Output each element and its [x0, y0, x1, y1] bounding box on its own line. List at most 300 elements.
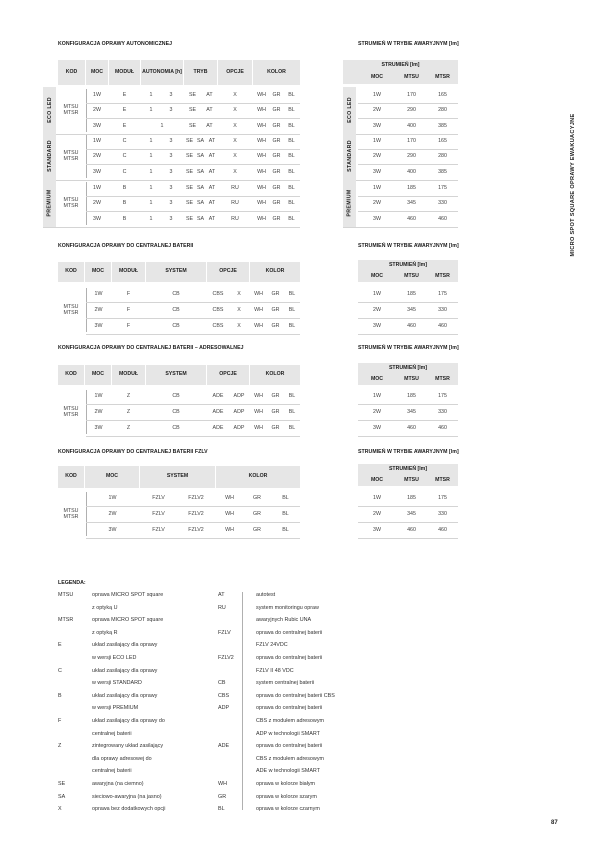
system-cell: CB	[172, 409, 180, 415]
autonomia-cell: 1	[149, 200, 153, 207]
flux-header-moc: MOC	[358, 271, 396, 282]
legend-desc: dla oprawy adresowej do	[92, 755, 152, 762]
kolor-cell: GR	[271, 409, 280, 415]
kod-cell: MTSU MTSR	[63, 104, 79, 117]
system-cell: CB	[172, 323, 180, 329]
flux-cell-mtsr: 460	[438, 527, 447, 533]
moc-cell: 1W	[93, 184, 101, 191]
legend-desc: oprawa w kolorze białym	[256, 781, 316, 787]
flux-cell-moc: 1W	[373, 495, 381, 501]
flux-cell-mtsu: 345	[407, 200, 416, 207]
section-title-fzlv: KONFIGURACJA OPRAWY DO CENTRALNEJ BATERII FZLV	[58, 449, 208, 455]
flux-cell-mtsu: 185	[407, 495, 416, 501]
side-title: MICRO SPOT SQUARE OPRAWY EWAKUACYJNE	[570, 113, 576, 257]
moc-cell: 2W	[94, 409, 103, 415]
row-divider	[358, 538, 458, 539]
row-divider	[86, 436, 300, 437]
kolor-cell: GR	[272, 184, 281, 191]
header-moc: MOC	[86, 60, 108, 85]
moc-cell: 2W	[94, 307, 103, 313]
autonomia-cell: 1	[149, 153, 153, 160]
header-moc: MOC	[85, 262, 111, 282]
flux-cell-mtsr: 175	[438, 184, 447, 191]
legend-desc: sieciowo-awaryjna (na jasno)	[92, 793, 162, 800]
moc-cell: 1W	[93, 91, 101, 98]
moc-cell: 3W	[108, 527, 117, 533]
modul-cell: E	[122, 122, 127, 129]
flux-cell-mtsu: 460	[407, 527, 416, 533]
flux-cell-mtsu: 460	[407, 323, 416, 329]
kolor-cell: WH	[257, 153, 266, 160]
kolor-cell: GR	[271, 307, 280, 313]
header-kod: KOD	[58, 60, 85, 85]
row-divider	[358, 334, 458, 335]
legend-code: BL	[218, 806, 225, 813]
legend-desc: oprawa MICRO SPOT square	[92, 592, 164, 598]
header-tryb: TRYB	[184, 60, 217, 85]
opcje-cell: ADP	[233, 425, 245, 431]
flux-cell-mtsu: 185	[407, 291, 416, 297]
flux-cell-mtsu: 170	[407, 91, 416, 98]
kolor-cell: BL	[282, 527, 289, 533]
moc-cell: 2W	[108, 511, 117, 517]
flux-cell-mtsr: 175	[438, 495, 447, 501]
moc-cell: 3W	[93, 215, 101, 222]
kolor-cell: BL	[288, 215, 295, 222]
flux-cell-moc: 1W	[373, 91, 381, 98]
kod-cell: MTSU MTSR	[63, 197, 79, 210]
modul-cell: E	[122, 91, 127, 98]
legend-desc: układ zasilający dla oprawy	[92, 667, 158, 674]
flux-cell-mtsr: 165	[438, 91, 447, 98]
flux-cell-moc: 3W	[373, 122, 381, 129]
header-moc: MOC	[85, 365, 111, 385]
kod-cell: MTSU MTSR	[63, 508, 79, 520]
tryb-cell: SA	[196, 137, 205, 144]
flux-header-mtsu: MTSU	[396, 72, 427, 84]
kolor-cell: GR	[272, 107, 281, 114]
tryb-cell: SE	[188, 107, 197, 114]
header-system: SYSTEM	[140, 466, 215, 488]
kolor-cell: BL	[288, 91, 295, 98]
kolor-cell: WH	[225, 495, 234, 501]
kolor-cell: WH	[254, 409, 263, 415]
kolor-cell: WH	[254, 323, 263, 329]
modul-cell: B	[122, 184, 127, 191]
flux-group-label-text: ECO LED	[346, 97, 353, 124]
kolor-cell: BL	[288, 291, 296, 297]
autonomia-cell: 1	[149, 184, 153, 191]
autonomia-cell: 3	[169, 91, 173, 98]
kolor-cell: GR	[272, 168, 281, 175]
legend-desc: FZLV 24VDC	[256, 642, 288, 649]
legend-desc: awaryjnych Rubic UNA	[256, 617, 312, 624]
legend-desc: centralnej baterii	[92, 730, 132, 737]
legend-desc: ADP w technologii SMART	[256, 730, 320, 737]
flux-header-mtsu: MTSU	[396, 271, 427, 282]
flux-header-mtsr: MTSR	[427, 374, 458, 385]
legend-desc: oprawa do centralnej baterii	[256, 705, 323, 712]
flux-header-mtsr: MTSR	[427, 271, 458, 282]
kolor-cell: BL	[288, 200, 295, 207]
kolor-cell: WH	[257, 200, 266, 207]
opcje-cell: RU	[231, 215, 239, 222]
opcje-cell: ADP	[233, 393, 245, 399]
kolor-cell: GR	[271, 425, 280, 431]
modul-cell: C	[122, 153, 127, 160]
row-divider	[358, 436, 458, 437]
flux-cell-mtsr: 280	[438, 107, 447, 114]
legend-code: MTSU	[58, 592, 74, 598]
opcje-cell: X	[237, 323, 241, 329]
kod-cell: MTSU MTSR	[63, 304, 79, 316]
opcje-cell: X	[233, 153, 237, 160]
kolor-cell: BL	[288, 168, 295, 175]
flux-cell-mtsu: 460	[407, 425, 416, 431]
header-opcje: OPCJE	[218, 60, 252, 85]
autonomia-cell: 3	[169, 107, 173, 114]
modul-cell: B	[122, 200, 127, 207]
header-modul: MODUŁ	[112, 365, 145, 385]
legend-code: X	[58, 806, 62, 813]
tryb-cell: AT	[208, 184, 216, 191]
tryb-cell: SE	[185, 200, 194, 207]
tryb-cell: AT	[208, 153, 216, 160]
tryb-cell: SE	[185, 137, 194, 144]
flux-cell-moc: 1W	[373, 184, 381, 191]
flux-header-moc: MOC	[358, 374, 396, 385]
page-number: 87	[551, 820, 558, 826]
flux-cell-mtsr: 330	[438, 200, 447, 207]
legend-desc: z optyką U	[92, 604, 118, 611]
header-system: SYSTEM	[146, 365, 206, 385]
flux-cell-moc: 2W	[373, 107, 381, 114]
opcje-cell: X	[237, 307, 241, 313]
flux-cell-mtsr: 175	[438, 393, 447, 399]
tryb-cell: AT	[206, 122, 213, 129]
legend-desc: system monitoringu opraw	[256, 604, 319, 611]
opcje-cell: X	[233, 168, 237, 175]
opcje-cell: ADE	[212, 409, 224, 415]
header-kod: KOD	[58, 466, 84, 488]
section-title-autonomiczna: KONFIGURACJA OPRAWY AUTONOMICZNEJ	[58, 41, 173, 47]
legend-desc: układ zasilający dla oprawy	[92, 642, 158, 649]
moc-cell: 3W	[94, 323, 103, 329]
legend-desc: oprawa bez dodatkowych opcji	[92, 806, 166, 813]
flux-header-moc: MOC	[358, 475, 396, 486]
flux-cell-mtsu: 290	[407, 107, 416, 114]
autonomia-cell: 1	[149, 215, 153, 222]
flux-title-fzlv: STRUMIEŃ W TRYBIE AWARYJNYM [lm]	[358, 449, 459, 455]
flux-group-label	[343, 133, 356, 180]
tryb-cell: SA	[196, 215, 205, 222]
section-title-adresowalna: KONFIGURACJA OPRAWY DO CENTRALNEJ BATERII – ADRESOWALNEJ	[58, 345, 244, 351]
group-label-premium	[43, 180, 56, 227]
system-cell: FZLV	[152, 527, 165, 533]
flux-cell-moc: 2W	[373, 511, 381, 517]
tryb-cell: AT	[206, 91, 213, 98]
opcje-cell: CBS	[212, 307, 224, 313]
modul-cell: B	[122, 215, 127, 222]
flux-cell-mtsu: 185	[407, 393, 416, 399]
kolor-cell: BL	[288, 323, 296, 329]
flux-cell-mtsr: 460	[438, 425, 447, 431]
kolor-cell: BL	[288, 122, 295, 129]
flux-cell-mtsr: 385	[438, 168, 447, 175]
tryb-cell: SA	[196, 168, 205, 175]
legend-desc: CBS z modułem adresowym	[256, 755, 325, 762]
flux-cell-moc: 3W	[373, 527, 381, 533]
legend-code: RU	[218, 604, 226, 611]
flux-cell-mtsr: 165	[438, 137, 447, 144]
moc-cell: 1W	[108, 495, 117, 501]
opcje-cell: X	[233, 137, 237, 144]
legend-desc: układ zasilający dla oprawy	[92, 692, 158, 699]
kolor-cell: BL	[288, 307, 296, 313]
modul-cell: F	[126, 323, 131, 329]
kolor-cell: WH	[257, 122, 266, 129]
kolor-cell: WH	[225, 511, 234, 517]
header-modul: MODUŁ	[109, 60, 140, 85]
tryb-cell: AT	[208, 200, 216, 207]
flux-cell-moc: 2W	[373, 200, 381, 207]
tryb-cell: SA	[196, 153, 205, 160]
kolor-cell: WH	[257, 184, 266, 191]
legend-code: Z	[58, 743, 62, 750]
header-moc: MOC	[85, 466, 139, 488]
kolor-cell: WH	[257, 137, 266, 144]
kolor-cell: BL	[288, 393, 296, 399]
legend-desc: centralnej baterii	[92, 768, 132, 775]
flux-cell-mtsu: 400	[407, 168, 416, 175]
flux-cell-mtsu: 345	[407, 307, 416, 313]
autonomia-cell: 1	[149, 107, 153, 114]
header-kolor: KOLOR	[250, 365, 300, 385]
header-system: SYSTEM	[146, 262, 206, 282]
flux-cell-moc: 3W	[373, 425, 381, 431]
flux-cell-moc: 1W	[373, 393, 381, 399]
flux-header-mtsr: MTSR	[427, 475, 458, 486]
kolor-cell: BL	[288, 137, 295, 144]
flux-cell-moc: 2W	[373, 409, 381, 415]
kolor-cell: GR	[272, 122, 281, 129]
flux-cell-mtsr: 385	[438, 122, 447, 129]
opcje-cell: CBS	[212, 323, 224, 329]
legend-desc: w wersji ECO LED	[92, 655, 137, 661]
tryb-cell: SE	[188, 91, 197, 98]
moc-cell: 2W	[93, 153, 101, 160]
group-label-standard	[43, 133, 56, 180]
system-cell: FZLV	[152, 511, 165, 517]
autonomia-cell: 1	[149, 137, 153, 144]
legend-code: FZLV	[218, 629, 231, 636]
column-divider	[242, 592, 243, 810]
kolor-cell: GR	[253, 511, 261, 517]
header-opcje: OPCJE	[207, 262, 249, 282]
kolor-cell: GR	[253, 527, 261, 533]
flux-cell-mtsr: 330	[438, 307, 447, 313]
group-divider	[343, 227, 458, 228]
legend-code: WH	[218, 781, 227, 787]
tryb-cell: SE	[185, 184, 194, 191]
autonomia-cell: 1	[149, 168, 153, 175]
opcje-cell: CBS	[212, 291, 224, 297]
kolor-cell: GR	[271, 323, 280, 329]
kolor-cell: BL	[288, 409, 296, 415]
modul-cell: F	[126, 291, 131, 297]
flux-cell-mtsr: 175	[438, 291, 447, 297]
system-cell: FZLV	[152, 495, 165, 501]
kolor-cell: BL	[288, 107, 295, 114]
tryb-cell: SA	[196, 184, 205, 191]
flux-cell-mtsr: 330	[438, 409, 447, 415]
legend-desc: oprawa w kolorze szarym	[256, 793, 317, 800]
flux-header-mtsu: MTSU	[396, 374, 427, 385]
header-kolor: KOLOR	[253, 60, 300, 85]
kolor-cell: BL	[288, 184, 295, 191]
flux-header-strumien: STRUMIEŃ [lm]	[358, 260, 458, 271]
modul-cell: C	[122, 137, 127, 144]
legend-code: C	[58, 667, 62, 674]
kolor-cell: WH	[254, 291, 263, 297]
kolor-cell: WH	[257, 91, 266, 98]
flux-cell-mtsu: 345	[407, 511, 416, 517]
group-label-text: STANDARD	[46, 140, 53, 173]
legend-code: E	[58, 642, 62, 649]
legend-code: B	[58, 692, 62, 699]
legend-desc: oprawa do centralnej baterii	[256, 743, 323, 750]
legend-desc: autotest	[256, 592, 276, 598]
kolor-cell: GR	[271, 291, 280, 297]
legend-code: CB	[218, 680, 226, 687]
flux-cell-moc: 2W	[373, 153, 381, 160]
legend-desc: w wersji PREMIUM	[92, 705, 139, 712]
autonomia-cell: 3	[169, 215, 173, 222]
kolor-cell: WH	[225, 527, 234, 533]
group-label-text: PREMIUM	[46, 189, 53, 217]
kolor-cell: WH	[257, 215, 266, 222]
moc-cell: 1W	[94, 291, 103, 297]
moc-cell: 3W	[93, 122, 101, 129]
modul-cell: Z	[126, 393, 131, 399]
autonomia-cell: 1	[149, 91, 153, 98]
row-divider	[86, 334, 300, 335]
tryb-cell: AT	[206, 107, 213, 114]
legend-desc: z optyką R	[92, 629, 118, 636]
modul-cell: Z	[126, 409, 131, 415]
flux-cell-mtsu: 460	[407, 215, 416, 222]
autonomia-cell: 3	[169, 168, 173, 175]
kolor-cell: GR	[272, 215, 281, 222]
header-kolor: KOLOR	[250, 262, 300, 282]
kolor-cell: BL	[288, 425, 296, 431]
opcje-cell: X	[233, 91, 237, 98]
legend-desc: układ zasilający dla oprawy do	[92, 718, 165, 724]
legend-desc: w wersji STANDARD	[92, 680, 142, 687]
legend-desc: zintegrowany układ zasilający	[92, 743, 164, 750]
legend-code: ADP	[218, 705, 230, 712]
legend-code: SE	[58, 781, 66, 787]
flux-cell-moc: 3W	[373, 168, 381, 175]
flux-cell-moc: 1W	[373, 291, 381, 297]
modul-cell: Z	[126, 425, 131, 431]
kolor-cell: BL	[282, 511, 289, 517]
flux-cell-moc: 3W	[373, 323, 381, 329]
system-cell: FZLV2	[188, 511, 204, 517]
flux-cell-mtsr: 330	[438, 511, 447, 517]
flux-header-mtsr: MTSR	[427, 72, 458, 84]
legend-code: CBS	[218, 692, 230, 699]
kolor-cell: BL	[288, 153, 295, 160]
legend-desc: oprawa do centralnej baterii	[256, 629, 323, 636]
legend-code: F	[58, 718, 62, 724]
opcje-cell: ADE	[212, 393, 224, 399]
group-label-eco-led	[43, 87, 56, 134]
legend-code: SA	[58, 793, 66, 800]
legend-code: AT	[218, 592, 225, 598]
kolor-cell: WH	[254, 393, 263, 399]
legend-desc: oprawa w kolorze czarnym	[256, 806, 320, 813]
kolor-cell: GR	[272, 200, 281, 207]
legend-code: GR	[218, 793, 227, 800]
tryb-cell: SE	[185, 168, 194, 175]
legend-code: ADE	[218, 743, 230, 750]
flux-title-autonomiczna: STRUMIEŃ W TRYBIE AWARYJNYM [lm]	[358, 41, 459, 47]
flux-header-strumien: STRUMIEŃ [lm]	[358, 464, 458, 475]
flux-cell-mtsu: 185	[407, 184, 416, 191]
tryb-cell: SE	[185, 153, 194, 160]
kolor-cell: WH	[257, 168, 266, 175]
header-autonomia: AUTONOMIA [h]	[141, 60, 183, 85]
header-modul: MODUŁ	[112, 262, 145, 282]
legend-desc: oprawa do centralnej baterii CBS	[256, 692, 335, 699]
header-kod: KOD	[58, 262, 84, 282]
moc-cell: 1W	[93, 137, 101, 144]
kolor-cell: WH	[254, 307, 263, 313]
opcje-cell: X	[233, 107, 237, 114]
flux-group-label-text: STANDARD	[346, 140, 353, 173]
kolor-cell: GR	[272, 91, 281, 98]
flux-group-label-text: PREMIUM	[346, 189, 353, 217]
system-cell: FZLV2	[188, 495, 204, 501]
system-cell: CB	[172, 393, 180, 399]
legend-code: MTSR	[58, 617, 74, 624]
legend-desc: FZLV II 48 VDC	[256, 667, 294, 674]
kolor-cell: WH	[254, 425, 263, 431]
legend-code: FZLV2	[218, 655, 234, 661]
system-cell: FZLV2	[188, 527, 204, 533]
flux-title-centralna: STRUMIEŃ W TRYBIE AWARYJNYM [lm]	[358, 243, 459, 249]
opcje-cell: X	[237, 291, 241, 297]
flux-cell-mtsu: 290	[407, 153, 416, 160]
flux-cell-mtsr: 460	[438, 323, 447, 329]
kolor-cell: GR	[272, 137, 281, 144]
flux-cell-mtsu: 170	[407, 137, 416, 144]
header-kod: KOD	[58, 365, 84, 385]
flux-header-spacer	[343, 72, 358, 84]
opcje-cell: RU	[231, 184, 239, 191]
legend-desc: oprawa do centralnej baterii	[256, 655, 323, 661]
group-divider	[43, 227, 300, 228]
moc-cell: 3W	[94, 425, 103, 431]
autonomia-cell: 3	[169, 137, 173, 144]
row-divider	[86, 538, 300, 539]
flux-cell-moc: 2W	[373, 307, 381, 313]
moc-cell: 3W	[93, 168, 101, 175]
kod-cell: MTSU MTSR	[63, 150, 79, 163]
kolor-cell: WH	[257, 107, 266, 114]
flux-group-label	[343, 87, 356, 134]
